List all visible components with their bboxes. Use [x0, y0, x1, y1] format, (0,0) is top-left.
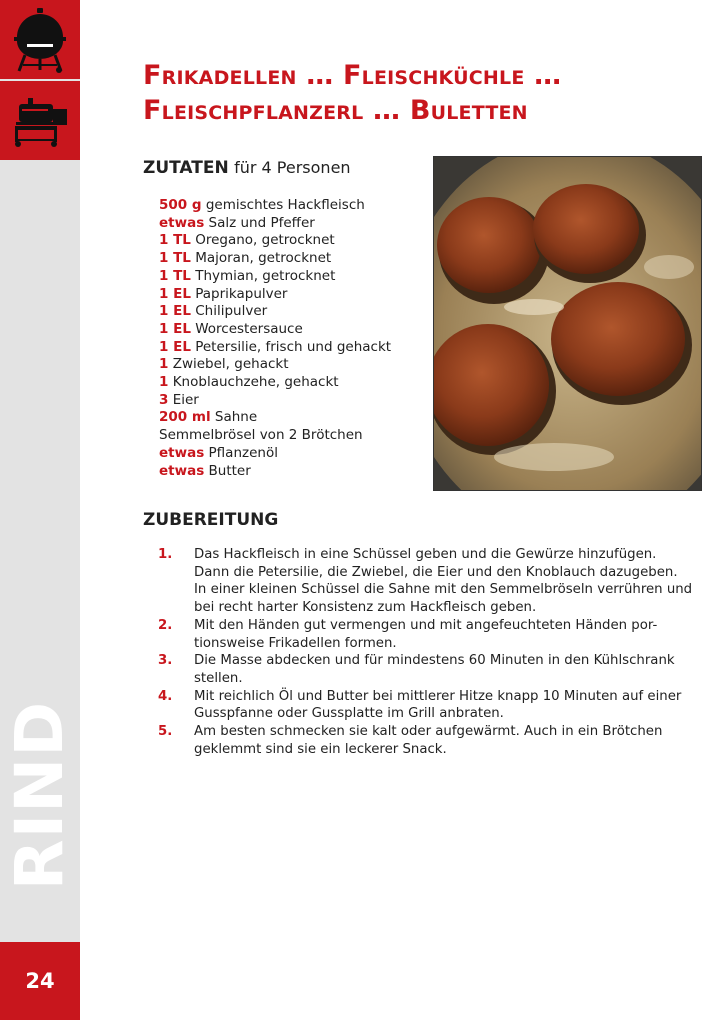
ingredient-quantity: 1: [159, 356, 169, 373]
step-number: 5.: [158, 724, 173, 740]
servings-text: für 4 Personen: [234, 158, 351, 177]
ingredient-name: Butter: [208, 462, 251, 479]
ingredients-heading-label: ZUTATEN: [143, 158, 229, 178]
step-text: Mit den Händen gut vermengen und mit angefeuchteten Händen por- tionsweise Frikadellen formen.: [194, 617, 658, 651]
ingredient-item: [159, 463, 391, 481]
ingredient-name: Sahne: [214, 409, 258, 426]
recipe-title-line-2: Fleischpflanzerl … Buletten: [143, 95, 528, 126]
ingredient-name: Worcestersauce: [195, 320, 303, 337]
step-text: Die Masse abdecken und für mindestens 60 Minuten in den Kühlschrank stellen.: [194, 653, 675, 686]
sidebar: [0, 0, 80, 1020]
ingredient-name: Oregano, getrocknet: [195, 232, 335, 249]
kettle-grill-icon: [13, 7, 67, 73]
ingredient-item: [159, 321, 391, 339]
ingredient-quantity: 1 TL: [159, 267, 191, 284]
recipe-title: [143, 58, 703, 128]
ingredient-name: Paprikapulver: [195, 285, 288, 302]
ingredient-item: [159, 392, 391, 410]
step-number: 3.: [158, 653, 173, 669]
ingredient-item: [159, 374, 391, 392]
ingredient-name: Semmelbrösel von 2 Brötchen: [159, 427, 363, 444]
step-text: Mit reichlich Öl und Butter bei mittlerer Hitze knapp 10 Minuten auf einer Gusspfanne oder Gussplatte im Grill anbraten.: [194, 688, 682, 722]
ingredient-item: [159, 356, 391, 374]
step-text: Am besten schmecken sie kalt oder aufgewärmt. Auch in ein Brötchen geklemmt sind sie ein leckerer Snack.: [194, 724, 663, 757]
ingredient-item: [159, 409, 391, 427]
step-number: 1.: [158, 547, 173, 562]
ingredient-quantity: 1 TL: [159, 250, 191, 267]
ingredient-name: Petersilie, frisch und gehackt: [195, 338, 392, 355]
ingredient-item: [159, 339, 391, 357]
preparation-step: [158, 723, 698, 758]
preparation-step: [158, 546, 698, 617]
smoker-grill-icon: [10, 95, 70, 147]
ingredient-item: [159, 445, 391, 463]
ingredient-name: Chilipulver: [195, 303, 268, 320]
recipe-photo: [433, 156, 702, 491]
ingredient-quantity: 1 EL: [159, 303, 191, 320]
ingredient-name: Zwiebel, gehackt: [172, 356, 289, 373]
step-text: Das Hackfleisch in eine Schüssel geben und die Gewürze hinzufügen. Dann die Petersilie, die Zwiebel, die Eier und den Knoblauch dazugeben. In einer kleinen Schüssel die Sahne mit den Semmelbröseln verrühren und bei recht harter Konsistenz zum Hackfleisch geben.: [194, 547, 693, 616]
ingredient-item: [159, 232, 391, 250]
ingredient-list: [159, 197, 391, 480]
kettle-grill-tab: [0, 0, 80, 79]
ingredient-name: Majoran, getrocknet: [195, 250, 332, 267]
preparation-step: [158, 688, 698, 723]
ingredient-quantity: etwas: [159, 444, 205, 461]
page-number: 24: [0, 942, 80, 1020]
ingredient-quantity: 1 EL: [159, 320, 191, 337]
ingredient-quantity: 1 EL: [159, 285, 191, 302]
ingredient-item: [159, 250, 391, 268]
ingredients-heading: [143, 158, 351, 178]
ingredient-quantity: 200 ml: [159, 409, 211, 426]
ingredient-name: Thymian, getrocknet: [195, 267, 336, 284]
ingredient-item: [159, 286, 391, 304]
ingredient-item: [159, 215, 391, 233]
ingredient-item: [159, 427, 391, 445]
recipe-title-line-1: Frikadellen … Fleischküchle …: [143, 60, 562, 91]
ingredient-item: [159, 197, 391, 215]
ingredient-name: Salz und Pfeffer: [208, 214, 315, 231]
preparation-step: [158, 617, 698, 652]
ingredient-quantity: 3: [159, 391, 169, 408]
ingredient-quantity: 1 EL: [159, 338, 191, 355]
ingredient-name: gemischtes Hackfleisch: [205, 197, 365, 213]
ingredient-item: [159, 268, 391, 286]
ingredient-quantity: etwas: [159, 214, 205, 231]
preparation-heading: ZUBEREITUNG: [143, 510, 279, 530]
frikadellen-photo-graphic: [434, 157, 702, 491]
preparation-step: [158, 652, 698, 687]
step-number: 2.: [158, 617, 173, 633]
ingredient-item: [159, 303, 391, 321]
ingredient-name: Eier: [172, 391, 199, 408]
preparation-steps: [158, 546, 698, 758]
step-number: 4.: [158, 688, 173, 704]
smoker-grill-tab: [0, 81, 80, 160]
ingredient-name: Pflanzenöl: [208, 444, 278, 461]
ingredient-name: Knoblauchzehe, gehackt: [172, 374, 339, 391]
ingredient-quantity: etwas: [159, 462, 205, 479]
ingredient-quantity: 1: [159, 374, 169, 391]
category-label: [0, 700, 80, 890]
ingredient-quantity: 1 TL: [159, 232, 191, 249]
category-label-text: RIND: [1, 700, 79, 890]
ingredient-quantity: 500 g: [159, 197, 202, 213]
